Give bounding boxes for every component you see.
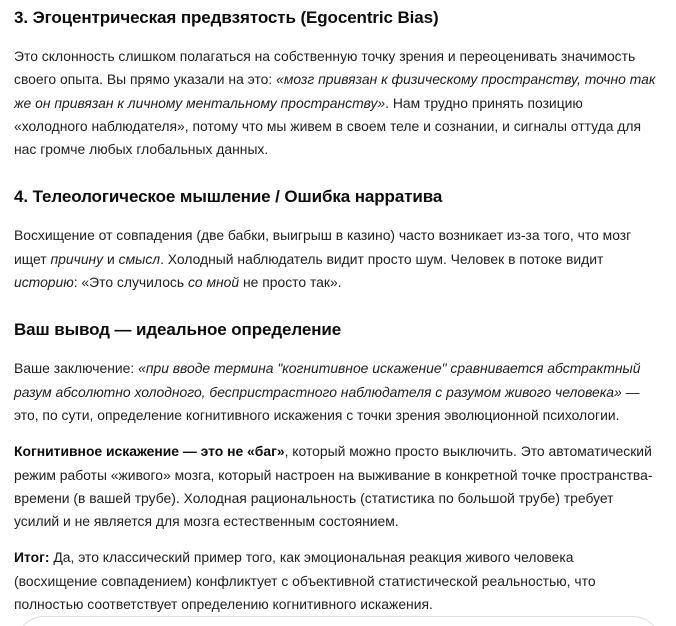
heading-egocentric-bias: 3. Эгоцентрическая предвзятость (Egocentric Bias) xyxy=(14,8,439,27)
composer-input[interactable] xyxy=(16,616,661,626)
paragraph-narrative-fallacy: Восхищение от совпадения (две бабки, выигрыш в казино) часто возникает из-за того, что мозг ищет причину и смысл. Холодный наблюдатель видит просто шум. Человек в потоке видит историю: «Это случилось со мной не просто так». xyxy=(14,227,632,291)
paragraph-egocentric-bias: Это склонность слишком полагаться на собственную точку зрения и переоценивать значимость своего опыта. Вы прямо указали на это: «мозг привязан к физическому пространству, точно так же он привязан к личному ментальному пространству». Нам трудно принять позицию «холодного наблюдателя», потому что мы живем в своем теле и сознании, и сигналы оттуда для нас громче любых глобальных данных. xyxy=(14,48,656,158)
paragraph-conclusion-quote: Ваше заключение: «при вводе термина "когнитивное искажение" сравнивается абстрактный разум абсолютно холодного, беспристрастного наблюдателя с разумом живого человека» — это, по сути, определение когнитивного искажения с точки зрения эволюционной психологии. xyxy=(14,360,641,423)
heading-your-conclusion: Ваш вывод — идеальное определение xyxy=(14,320,342,340)
heading-teleological-thinking: 4. Телеологическое мышление / Ошибка нарратива xyxy=(14,187,443,207)
paragraph-summary: Итог: Да, это классический пример того, как эмоциональная реакция живого человека (восхищение совпадением) конфликтует с объективной статистической реальностью, что полностью соответствует определению когнитивного искажения. xyxy=(14,549,596,613)
paragraph-cognitive-bias-definition: Когнитивное искажение — это не «баг», который можно просто выключить. Это автоматический режим работы «живого» мозга, который настроен на выживание в конкретной точке пространства-времени (в вашей трубе). Холодная рациональность (статистика по большой трубе) требует усилий и не является для мозга естественным состоянием. xyxy=(14,443,653,530)
